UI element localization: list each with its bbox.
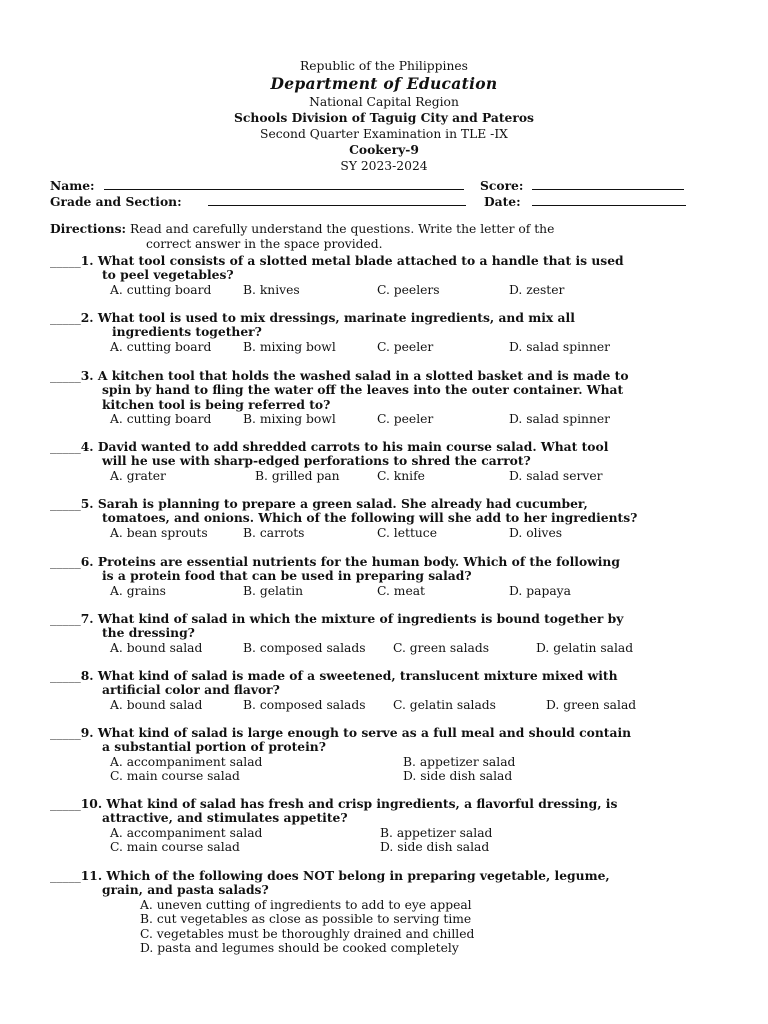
option-a: A. bean sprouts <box>110 525 208 540</box>
question-text: David wanted to add shredded carrots to his main course salad. What tool <box>93 439 609 454</box>
question-number: 4. <box>80 439 94 454</box>
option-d: D. papaya <box>509 583 571 598</box>
option-b: B. mixing bowl <box>243 339 336 354</box>
answer-blank[interactable]: _____ <box>50 726 81 740</box>
option-c: C. gelatin salads <box>393 697 496 712</box>
question-3 <box>50 369 730 427</box>
question-number: 9. <box>80 725 94 740</box>
option-d: D. pasta and legumes should be cooked completely <box>140 941 459 956</box>
question-text: is a protein food that can be used in preparing salad? <box>102 568 472 584</box>
question-text: What tool consists of a slotted metal blade attached to a handle that is used <box>93 253 624 268</box>
question-text: artificial color and flavor? <box>102 682 280 698</box>
directions-line-2: correct answer in the space provided. <box>146 237 383 251</box>
option-c: C. vegetables must be thoroughly drained and chilled <box>140 926 475 941</box>
question-number: 2. <box>80 310 94 325</box>
question-text: a substantial portion of protein? <box>102 739 326 755</box>
question-number: 11. <box>80 868 103 883</box>
option-d: D. salad spinner <box>509 412 611 427</box>
question-number: 3. <box>80 368 94 383</box>
date-label: Date: <box>484 194 521 209</box>
option-c: C. main course salad <box>110 840 240 855</box>
answer-blank[interactable]: _____ <box>50 254 81 268</box>
option-b: B. cut vegetables as close as possible to serving time <box>140 912 472 927</box>
question-text: spin by hand to fling the water off the leaves into the outer container. What <box>102 382 624 398</box>
question-text: What kind of salad is large enough to serve as a full meal and should contain <box>93 725 632 740</box>
option-c: C. green salads <box>393 640 490 655</box>
option-d: D. salad spinner <box>509 339 611 354</box>
question-text: grain, and pasta salads? <box>102 882 269 898</box>
option-d: D. side dish salad <box>403 769 513 784</box>
option-a: A. grains <box>110 583 166 598</box>
question-4 <box>50 440 730 483</box>
division-line: Schools Division of Taguig City and Pateros <box>234 110 534 125</box>
option-c: C. lettuce <box>377 525 437 540</box>
score-label: Score: <box>480 178 524 193</box>
question-2 <box>50 311 730 354</box>
question-10 <box>50 797 730 855</box>
option-b: B. grilled pan <box>255 468 340 483</box>
question-text: ingredients together? <box>112 324 262 340</box>
option-c: C. peeler <box>377 339 434 354</box>
question-number: 10. <box>80 796 103 811</box>
question-text: What kind of salad has fresh and crisp ingredients, a flavorful dressing, is <box>102 796 618 811</box>
option-d: D. zester <box>509 282 565 297</box>
republic-line: Republic of the Philippines <box>300 59 468 73</box>
option-c: C. peelers <box>377 282 440 297</box>
answer-blank[interactable]: _____ <box>50 555 81 569</box>
name-label: Name: <box>50 178 95 193</box>
directions <box>50 221 730 252</box>
student-info <box>50 178 750 210</box>
option-a: A. cutting board <box>110 282 212 297</box>
option-b: B. gelatin <box>243 583 304 598</box>
option-a: A. bound salad <box>110 697 203 712</box>
question-number: 6. <box>80 554 94 569</box>
question-text: to peel vegetables? <box>102 267 234 283</box>
answer-blank[interactable]: _____ <box>50 612 81 626</box>
school-year: SY 2023-2024 <box>340 159 428 173</box>
answer-blank[interactable]: _____ <box>50 440 81 454</box>
option-b: B. composed salads <box>243 640 366 655</box>
option-b: B. composed salads <box>243 697 366 712</box>
option-d: D. green salad <box>546 697 637 712</box>
exam-title: Second Quarter Examination in TLE -IX <box>260 127 508 141</box>
question-text: the dressing? <box>102 625 195 641</box>
answer-blank[interactable]: _____ <box>50 369 81 383</box>
question-text: What kind of salad in which the mixture of ingredients is bound together by <box>93 611 624 626</box>
option-c: C. knife <box>377 468 425 483</box>
question-text: Sarah is planning to prepare a green salad. She already had cucumber, <box>93 496 588 511</box>
option-d: D. olives <box>509 525 563 540</box>
question-text: Proteins are essential nutrients for the human body. Which of the following <box>93 554 620 569</box>
question-7 <box>50 612 730 655</box>
question-11 <box>50 869 730 956</box>
question-text: will he use with sharp-edged perforations to shred the carrot? <box>102 453 531 469</box>
option-c: C. meat <box>377 583 425 598</box>
question-9 <box>50 726 730 784</box>
region-line: National Capital Region <box>309 95 459 109</box>
answer-blank[interactable]: _____ <box>50 311 81 325</box>
option-a: A. accompaniment salad <box>110 825 263 840</box>
exam-header <box>0 58 768 174</box>
option-d: D. salad server <box>509 468 603 483</box>
answer-blank[interactable]: _____ <box>50 797 81 811</box>
question-text: What kind of salad is made of a sweetened, translucent mixture mixed with <box>93 668 618 683</box>
question-text: tomatoes, and onions. Which of the following will she add to her ingredients? <box>102 510 638 526</box>
question-number: 7. <box>80 611 94 626</box>
option-c: C. main course salad <box>110 769 240 784</box>
question-6 <box>50 555 730 598</box>
question-8 <box>50 669 730 712</box>
date-field[interactable] <box>532 194 686 206</box>
question-1 <box>50 254 730 297</box>
question-text: What tool is used to mix dressings, marinate ingredients, and mix all <box>93 310 575 325</box>
option-d: D. gelatin salad <box>536 640 634 655</box>
option-a: A. uneven cutting of ingredients to add to eye appeal <box>140 897 472 912</box>
answer-blank[interactable]: _____ <box>50 497 81 511</box>
name-field[interactable] <box>104 178 464 190</box>
question-number: 5. <box>80 496 94 511</box>
subject-title: Cookery-9 <box>349 142 419 157</box>
question-number: 8. <box>80 668 94 683</box>
grade-section-label: Grade and Section: <box>50 194 182 209</box>
directions-line-1: Read and carefully understand the questions. Write the letter of the <box>126 222 555 236</box>
question-5 <box>50 497 730 540</box>
directions-label: Directions: <box>50 221 127 236</box>
option-c: C. peeler <box>377 412 434 427</box>
option-d: D. side dish salad <box>380 840 490 855</box>
question-text: Which of the following does NOT belong in preparing vegetable, legume, <box>102 868 610 883</box>
answer-blank[interactable]: _____ <box>50 669 81 683</box>
option-a: A. cutting board <box>110 339 212 354</box>
question-text: attractive, and stimulates appetite? <box>102 810 348 826</box>
option-b: B. appetizer salad <box>380 825 493 840</box>
score-field[interactable] <box>532 178 684 190</box>
question-number: 1. <box>80 253 94 268</box>
option-b: B. knives <box>243 282 300 297</box>
option-b: B. appetizer salad <box>403 754 516 769</box>
question-text: kitchen tool is being referred to? <box>102 396 331 412</box>
option-a: A. cutting board <box>110 412 212 427</box>
option-b: B. mixing bowl <box>243 412 336 427</box>
question-text: A kitchen tool that holds the washed salad in a slotted basket and is made to <box>93 368 629 383</box>
department-title: Department of Education <box>270 74 498 93</box>
option-a: A. grater <box>110 468 166 483</box>
option-a: A. bound salad <box>110 640 203 655</box>
option-a: A. accompaniment salad <box>110 754 263 769</box>
grade-section-field[interactable] <box>208 194 466 206</box>
answer-blank[interactable]: _____ <box>50 869 81 883</box>
option-b: B. carrots <box>243 525 305 540</box>
